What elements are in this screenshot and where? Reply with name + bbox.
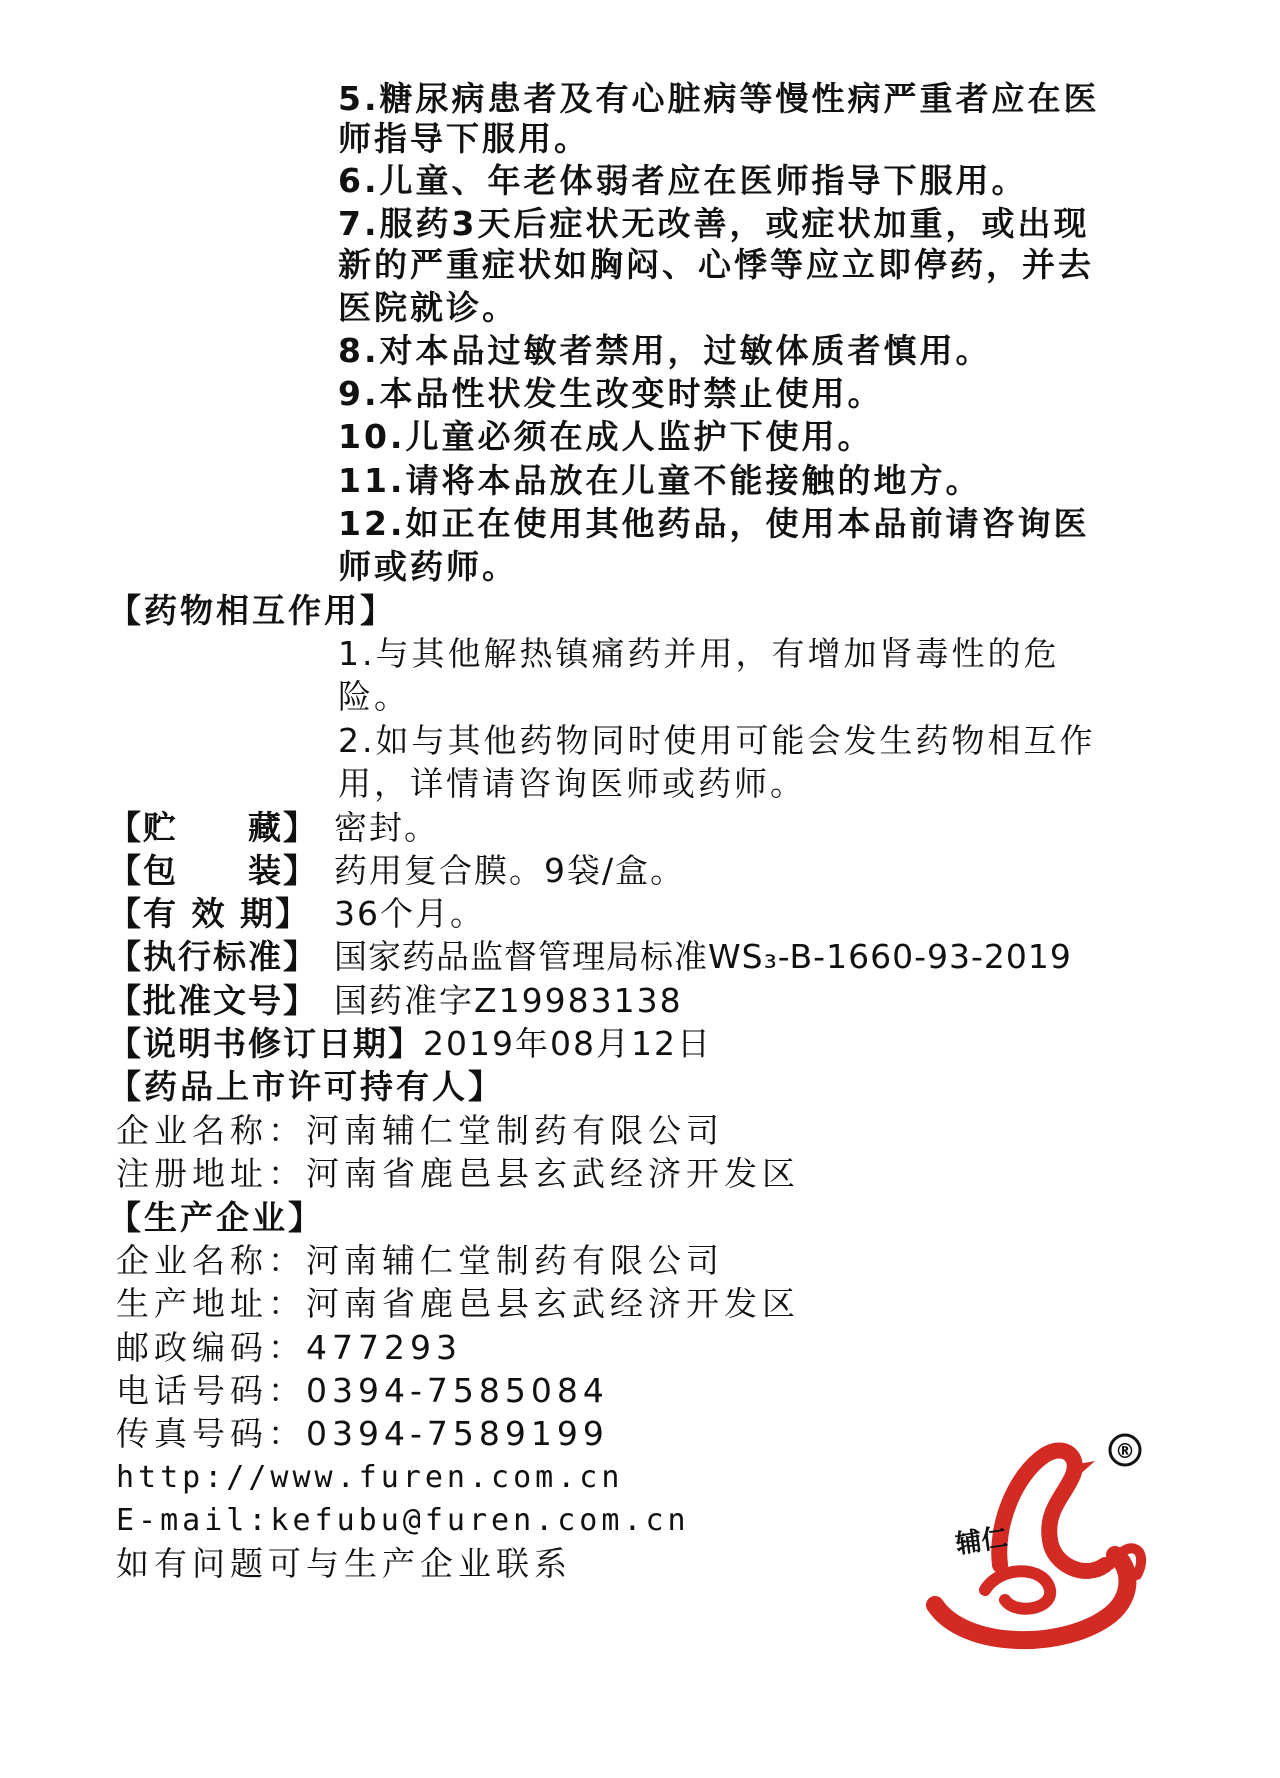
storage-label: 【贮 藏】 — [108, 808, 318, 847]
storage-item — [108, 807, 439, 849]
precaution-line: 医院就诊。 — [338, 288, 518, 327]
furen-bird-logo-icon — [905, 1415, 1165, 1655]
packaging-item — [108, 850, 685, 892]
interaction-line: 险。 — [338, 677, 410, 716]
packaging-label: 【包 装】 — [108, 851, 318, 890]
precaution-line: 12.如正在使用其他药品，使用本品前请咨询医 — [338, 504, 1090, 543]
validity-label: 【有 效 期】 — [108, 894, 310, 933]
holder-registered-address: 注册地址：河南省鹿邑县玄武经济开发区 — [116, 1154, 800, 1193]
precaution-line: 新的严重症状如胸闷、心悸等应立即停药，并去 — [338, 245, 1094, 284]
holder-header: 【药品上市许可持有人】 — [108, 1067, 504, 1106]
precaution-line: 6.儿童、年老体弱者应在医师指导下服用。 — [338, 161, 1028, 200]
interaction-line: 用，详情请咨询医师或药师。 — [338, 764, 806, 803]
precaution-line: 10.儿童必须在成人监护下使用。 — [338, 417, 874, 456]
storage-value: 密封。 — [334, 808, 439, 847]
registered-mark: ® — [1115, 1439, 1135, 1463]
approval-value: 国药准字Z19983138 — [334, 981, 683, 1020]
precaution-line: 师指导下服用。 — [338, 119, 590, 158]
precaution-line: 7.服药3天后症状无改善，或症状加重，或出现 — [338, 204, 1090, 243]
interaction-line: 1.与其他解热镇痛药并用，有增加肾毒性的危 — [338, 634, 1060, 673]
interaction-line: 2.如与其他药物同时使用可能会发生药物相互作 — [338, 721, 1096, 760]
manufacturer-header: 【生产企业】 — [108, 1198, 324, 1237]
manufacturer-company-name: 企业名称：河南辅仁堂制药有限公司 — [116, 1241, 724, 1280]
revision-value: 2019年08月12日 — [423, 1024, 712, 1063]
standard-item — [108, 936, 1072, 978]
precaution-line: 8.对本品过敏者禁用，过敏体质者慎用。 — [338, 331, 992, 370]
validity-value: 36个月。 — [334, 894, 485, 933]
approval-item — [108, 980, 683, 1022]
logo-brand-text: 辅仁 — [953, 1522, 1010, 1560]
manufacturer-website: http://www.furen.com.cn — [116, 1460, 624, 1495]
packaging-value: 药用复合膜。9袋/盒。 — [334, 851, 686, 890]
precaution-line: 11.请将本品放在儿童不能接触的地方。 — [338, 461, 982, 500]
manufacturer-email: E-mail:kefubu@furen.com.cn — [116, 1503, 690, 1538]
precaution-line: 9.本品性状发生改变时禁止使用。 — [338, 374, 884, 413]
logo-graphic — [905, 1415, 1165, 1655]
revision-item — [108, 1023, 712, 1065]
standard-label: 【执行标准】 — [108, 937, 318, 976]
holder-company-name: 企业名称：河南辅仁堂制药有限公司 — [116, 1111, 724, 1150]
contact-note: 如有问题可与生产企业联系 — [116, 1544, 572, 1583]
revision-label: 【说明书修订日期】 — [108, 1024, 423, 1063]
standard-value: 国家药品监督管理局标准WS₃-B-1660-93-2019 — [334, 937, 1072, 976]
interactions-header: 【药物相互作用】 — [108, 591, 396, 630]
precaution-line: 5.糖尿病患者及有心脏病等慢性病严重者应在医 — [338, 79, 1100, 118]
manufacturer-address: 生产地址：河南省鹿邑县玄武经济开发区 — [116, 1284, 800, 1323]
manufacturer-fax: 传真号码：0394-7589199 — [116, 1414, 609, 1453]
manufacturer-phone: 电话号码：0394-7585084 — [116, 1371, 609, 1410]
approval-label: 【批准文号】 — [108, 981, 318, 1020]
precaution-line: 师或药师。 — [338, 547, 518, 586]
manufacturer-postcode: 邮政编码：477293 — [116, 1328, 462, 1367]
validity-item — [108, 893, 485, 935]
